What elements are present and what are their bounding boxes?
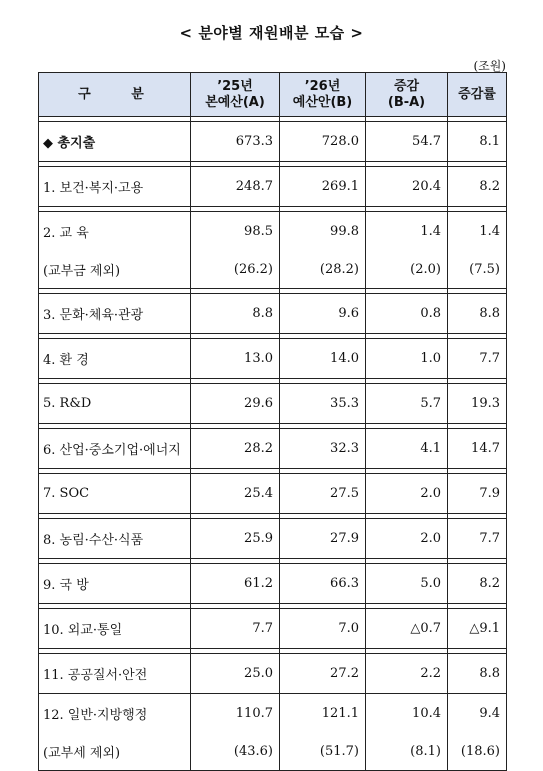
cell-2026-budget: 27.9 xyxy=(280,519,366,559)
row-label: 9. 국 방 xyxy=(39,564,191,604)
header-2026-line1: ’26년 xyxy=(304,78,341,94)
cell-change: 2.0 xyxy=(366,519,448,559)
cell-2026-budget: 728.0 xyxy=(280,122,366,162)
cell-2025-budget: 98.5 xyxy=(191,212,280,252)
row-label: (교부세 제외) xyxy=(39,734,191,771)
header-change-line2: (B-A) xyxy=(387,94,426,110)
cell-change-rate: △9.1 xyxy=(448,609,507,649)
row-label: 7. SOC xyxy=(39,474,191,514)
cell-2026-budget: 99.8 xyxy=(280,212,366,252)
cell-2025-budget: 110.7 xyxy=(191,694,280,734)
cell-change-rate: 8.8 xyxy=(448,654,507,694)
cell-change: 2.2 xyxy=(366,654,448,694)
cell-change: (2.0) xyxy=(366,252,448,289)
cell-change-rate: 19.3 xyxy=(448,384,507,424)
row-label: (교부금 제외) xyxy=(39,252,191,289)
cell-2025-budget: 248.7 xyxy=(191,167,280,207)
row-label: 8. 농림·수산·식품 xyxy=(39,519,191,559)
cell-change-rate: (18.6) xyxy=(448,734,507,771)
header-2025-line1: ’25년 xyxy=(217,78,253,94)
cell-2026-budget: 121.1 xyxy=(280,694,366,734)
cell-change: 2.0 xyxy=(366,474,448,514)
cell-2026-budget: 27.2 xyxy=(280,654,366,694)
cell-2026-budget: (28.2) xyxy=(280,252,366,289)
cell-change: 54.7 xyxy=(366,122,448,162)
table-row xyxy=(39,252,507,289)
row-label: 10. 외교·통일 xyxy=(39,609,191,649)
cell-change-rate: 9.4 xyxy=(448,694,507,734)
header-change xyxy=(366,73,448,117)
cell-change: 1.0 xyxy=(366,339,448,379)
cell-change: 10.4 xyxy=(366,694,448,734)
header-2025-budget xyxy=(191,73,280,117)
header-category: 구 분 xyxy=(39,73,191,117)
row-label: ◆ 총지출 xyxy=(39,122,191,162)
table-body xyxy=(39,122,507,771)
cell-change-rate: 8.8 xyxy=(448,294,507,334)
cell-2026-budget: 66.3 xyxy=(280,564,366,604)
cell-change: 1.4 xyxy=(366,212,448,252)
cell-change-rate: 8.1 xyxy=(448,122,507,162)
budget-table xyxy=(38,72,507,771)
table-row xyxy=(39,429,507,469)
cell-2025-budget: (43.6) xyxy=(191,734,280,771)
cell-2026-budget: 35.3 xyxy=(280,384,366,424)
cell-change: △0.7 xyxy=(366,609,448,649)
unit-label: (조원) xyxy=(473,59,506,73)
cell-change-rate: 8.2 xyxy=(448,167,507,207)
table-row xyxy=(39,519,507,559)
cell-2025-budget: 61.2 xyxy=(191,564,280,604)
cell-change: (8.1) xyxy=(366,734,448,771)
cell-2025-budget: 673.3 xyxy=(191,122,280,162)
cell-change: 20.4 xyxy=(366,167,448,207)
cell-2026-budget: 32.3 xyxy=(280,429,366,469)
cell-change-rate: 7.9 xyxy=(448,474,507,514)
table-row xyxy=(39,167,507,207)
cell-change: 5.0 xyxy=(366,564,448,604)
table-row xyxy=(39,734,507,771)
cell-change-rate: (7.5) xyxy=(448,252,507,289)
table-header-row xyxy=(39,73,507,117)
row-label: 6. 산업·중소기업·에너지 xyxy=(39,429,191,469)
table-title: < 분야별 재원배분 모습 > xyxy=(179,24,364,42)
cell-2025-budget: 29.6 xyxy=(191,384,280,424)
cell-2025-budget: 25.9 xyxy=(191,519,280,559)
table-row xyxy=(39,384,507,424)
cell-2025-budget: 8.8 xyxy=(191,294,280,334)
header-change-line1: 증감 xyxy=(393,78,420,94)
cell-2025-budget: 25.4 xyxy=(191,474,280,514)
row-label: 11. 공공질서·안전 xyxy=(39,654,191,694)
header-2025-line2: 본예산(A) xyxy=(205,94,265,110)
table-row xyxy=(39,212,507,252)
row-label: 3. 문화·체육·관광 xyxy=(39,294,191,334)
cell-change-rate: 1.4 xyxy=(448,212,507,252)
cell-change: 0.8 xyxy=(366,294,448,334)
cell-2026-budget: (51.7) xyxy=(280,734,366,771)
cell-2025-budget: 28.2 xyxy=(191,429,280,469)
cell-2026-budget: 9.6 xyxy=(280,294,366,334)
table-row xyxy=(39,294,507,334)
table-row xyxy=(39,474,507,514)
header-2026-budget xyxy=(280,73,366,117)
cell-2026-budget: 14.0 xyxy=(280,339,366,379)
row-label: 12. 일반·지방행정 xyxy=(39,694,191,734)
row-label: 1. 보건·복지·고용 xyxy=(39,167,191,207)
table-row xyxy=(39,694,507,734)
cell-2025-budget: 7.7 xyxy=(191,609,280,649)
cell-change: 5.7 xyxy=(366,384,448,424)
table-row xyxy=(39,339,507,379)
cell-2025-budget: 25.0 xyxy=(191,654,280,694)
header-2026-line2: 예산안(B) xyxy=(292,94,353,110)
cell-change: 4.1 xyxy=(366,429,448,469)
row-label: 4. 환 경 xyxy=(39,339,191,379)
row-label: 5. R&D xyxy=(39,384,191,424)
table-row xyxy=(39,609,507,649)
cell-change-rate: 8.2 xyxy=(448,564,507,604)
cell-change-rate: 7.7 xyxy=(448,519,507,559)
header-change-rate: 증감률 xyxy=(448,73,507,117)
table-row xyxy=(39,654,507,694)
cell-2026-budget: 7.0 xyxy=(280,609,366,649)
cell-change-rate: 14.7 xyxy=(448,429,507,469)
cell-2025-budget: (26.2) xyxy=(191,252,280,289)
cell-change-rate: 7.7 xyxy=(448,339,507,379)
table-row xyxy=(39,122,507,162)
row-label: 2. 교 육 xyxy=(39,212,191,252)
cell-2026-budget: 269.1 xyxy=(280,167,366,207)
cell-2026-budget: 27.5 xyxy=(280,474,366,514)
table-row xyxy=(39,564,507,604)
cell-2025-budget: 13.0 xyxy=(191,339,280,379)
